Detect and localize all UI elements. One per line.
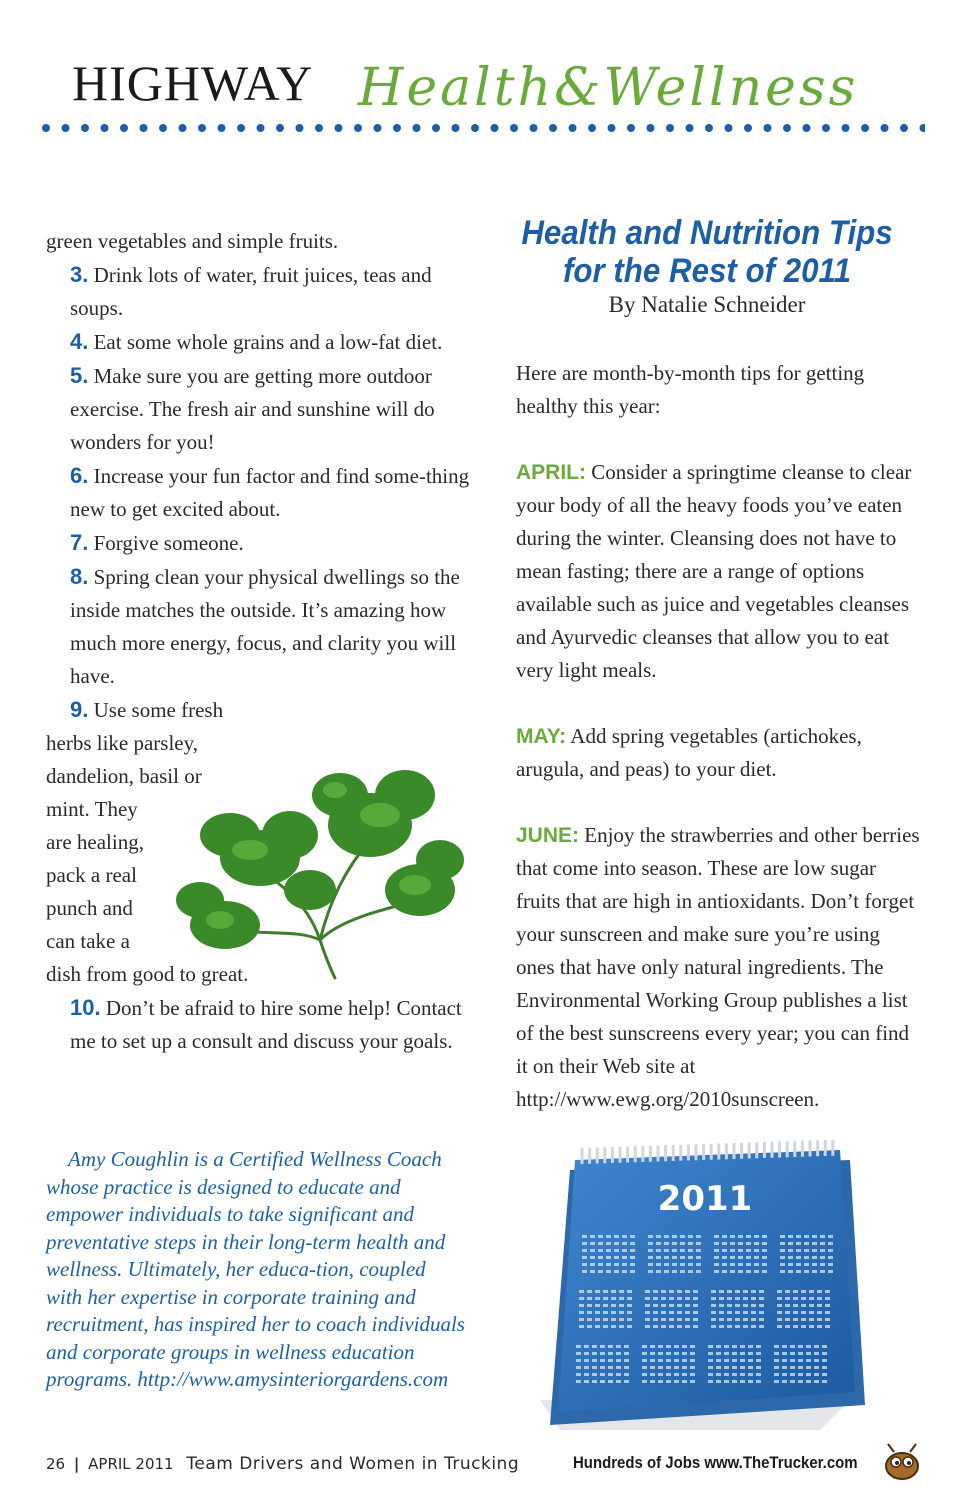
magazine-name: Team Drivers and Women in Trucking <box>186 1454 520 1474</box>
footer-left <box>46 1454 519 1474</box>
herbs-line: are healing, <box>46 830 144 854</box>
list-item <box>46 991 476 1058</box>
month-label: JUNE: <box>516 824 580 847</box>
item-number: 3. <box>70 262 89 287</box>
item-number: 7. <box>70 530 89 555</box>
month-label: APRIL: <box>516 461 586 484</box>
item-text: Forgive someone. <box>88 531 244 555</box>
item-text: Eat some whole grains and a low-fat diet. <box>88 330 443 354</box>
spacer <box>492 687 922 720</box>
month-tip-april <box>492 456 922 687</box>
author-bio <box>46 1146 466 1394</box>
item-number: 9. <box>70 697 89 722</box>
calendar-year: 2011 <box>657 1179 753 1219</box>
item-text: Don’t be afraid to hire some help! Contact me to set up a consult and discuss your goals. <box>70 996 462 1053</box>
month-tip-may <box>492 720 922 786</box>
herbs-line: can take a <box>46 929 130 953</box>
article-title <box>509 214 905 290</box>
month-tip-june <box>492 819 922 1116</box>
section-title-script: Health&Wellness <box>358 58 859 118</box>
article-title-line2: for the Rest of 2011 <box>563 252 851 290</box>
item-text: Drink lots of water, fruit juices, teas and soups. <box>70 263 432 320</box>
month-text: Consider a springtime cleanse to clear your body of all the heavy foods you’ve eaten during the winter. Cleansing does not have to mean fasting; there are a range of options available such as juice and vegetables cleanses and Ayurvedic cleanses that allow you to eat very light meals. <box>516 460 912 682</box>
item-number: 6. <box>70 463 89 488</box>
spacer <box>492 423 922 456</box>
herbs-line: herbs like parsley, <box>46 731 199 755</box>
month-text: Add spring vegetables (artichokes, arugula, and peas) to your diet. <box>516 724 862 781</box>
jobs-promo: Hundreds of Jobs www.TheTrucker.com <box>573 1453 858 1472</box>
herbs-line: dandelion, basil or <box>46 764 202 788</box>
article-byline: By Natalie Schneider <box>608 292 806 317</box>
list-item <box>46 325 476 359</box>
page-footer <box>46 1450 926 1478</box>
list-item <box>46 258 476 325</box>
bio-text: Amy Coughlin is a Certified Wellness Coach whose practice is designed to educate and empower individuals to take significant and preventative steps in their long-term health and wellness. Ultimately, her educa-tion, coupled with her expertise in corporate training and recruitment, has inspired her to coach individuals and corporate groups in wellness education programs. http://www.amysinteriorgardens.com <box>46 1147 465 1391</box>
list-item <box>46 459 476 526</box>
item-text: Make sure you are getting more outdoor exercise. The fresh air and sunshine will do wonders for you! <box>70 364 435 454</box>
herbs-line: mint. They <box>46 797 138 821</box>
herbs-line <box>46 693 476 727</box>
calendar-image <box>520 1130 880 1440</box>
dotted-divider <box>40 122 925 134</box>
month-label: MAY: <box>516 725 567 748</box>
item-number: 4. <box>70 329 89 354</box>
section-title-highway: HIGHWAY <box>72 55 314 111</box>
herbs-line-text: Use some fresh <box>88 698 224 722</box>
item-number: 8. <box>70 564 89 589</box>
page-number: 26 <box>46 1455 66 1473</box>
right-column <box>492 357 922 1116</box>
list-item <box>46 526 476 560</box>
article-title-line1: Health and Nutrition Tips <box>521 214 893 252</box>
herbs-line: pack a real <box>46 863 137 887</box>
parsley-image <box>170 740 470 980</box>
item-number: 10. <box>70 995 101 1020</box>
spacer <box>492 786 922 819</box>
item-text: Spring clean your physical dwellings so the inside matches the outside. It’s amazing how much more energy, focus, and clarity you will have. <box>70 565 460 688</box>
footer-separator: | <box>73 1455 80 1473</box>
list-item <box>46 560 476 693</box>
herbs-line: punch and <box>46 896 133 920</box>
bug-mascot-icon <box>880 1442 924 1482</box>
item-text: Increase your fun factor and find some-thing new to get excited about. <box>70 464 470 521</box>
page-header <box>0 0 960 150</box>
month-text: Enjoy the strawberries and other berries that come into season. These are low sugar fruits that are high in antioxidants. Don’t forget your sunscreen and make sure you’re using ones that have only natural ingredients. The Environmental Working Group publishes a list of the best sunscreens every year; you can find it on their Web site at http://www.ewg.org/2010sunscreen. <box>516 823 920 1111</box>
article-intro: Here are month-by-month tips for getting healthy this year: <box>516 361 865 418</box>
issue-date: APRIL 2011 <box>88 1455 174 1473</box>
herbs-line: dish from good to great. <box>46 962 249 986</box>
item-number: 5. <box>70 363 89 388</box>
list-item <box>46 359 476 459</box>
paragraph-continued: green vegetables and simple fruits. <box>46 229 339 253</box>
